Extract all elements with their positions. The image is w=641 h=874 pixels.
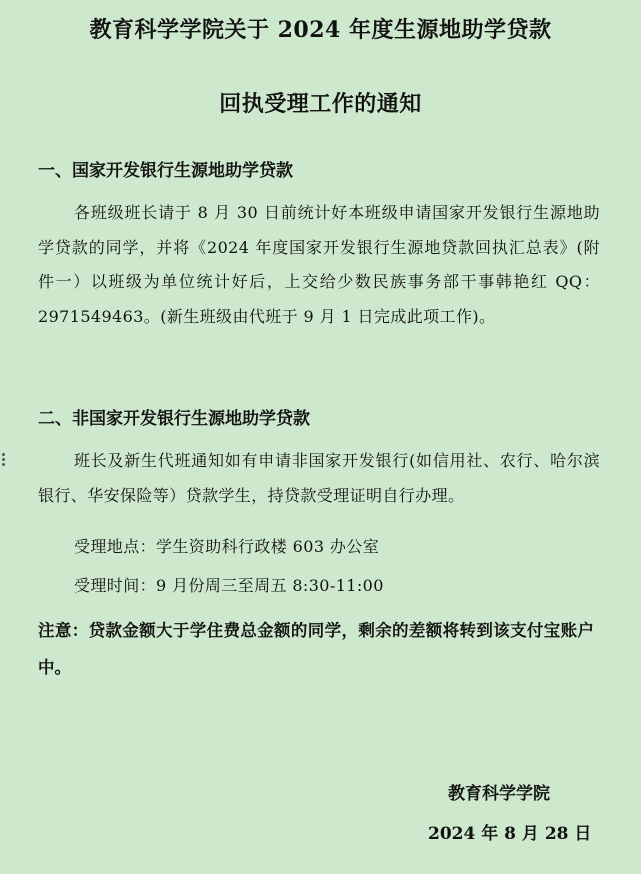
office-location: 受理地点：学生资助科行政楼 603 办公室	[74, 537, 380, 556]
notice-note: 注意：贷款金额大于学住费总金额的同学，剩余的差额将转到该支付宝账户中。	[38, 621, 594, 677]
section1-heading: 一、国家开发银行生源地助学贷款	[38, 161, 293, 181]
section2-heading: 二、非国家开发银行生源地助学贷款	[38, 409, 310, 429]
section2-body: 班长及新生代班通知如有申请非国家开发银行(如信用社、农行、哈尔滨银行、华安保险等）贷款学生，持贷款受理证明自行办理。	[38, 451, 600, 505]
office-hours: 受理时间：9 月份周三至周五 8:30-11:00	[74, 576, 384, 595]
section1-body: 各班级班长请于 8 月 30 日前统计好本班级申请国家开发银行生源地助学贷款的同学，并将《2024 年度国家开发银行生源地贷款回执汇总表》(附件一）以班级为单位统计好后，上交给少数民族事务部干事韩艳红 QQ：2971549463。(新生班级由代班于 9 月 1 日完成此项工作)。	[38, 203, 600, 326]
issue-date: 2024 年 8 月 28 日	[428, 824, 592, 844]
signer-name: 教育科学学院	[448, 784, 550, 804]
document-title-line2: 回执受理工作的通知	[219, 91, 422, 117]
drag-handle-icon[interactable]	[0, 452, 8, 468]
document-title-line1: 教育科学学院关于 2024 年度生源地助学贷款	[89, 17, 552, 43]
